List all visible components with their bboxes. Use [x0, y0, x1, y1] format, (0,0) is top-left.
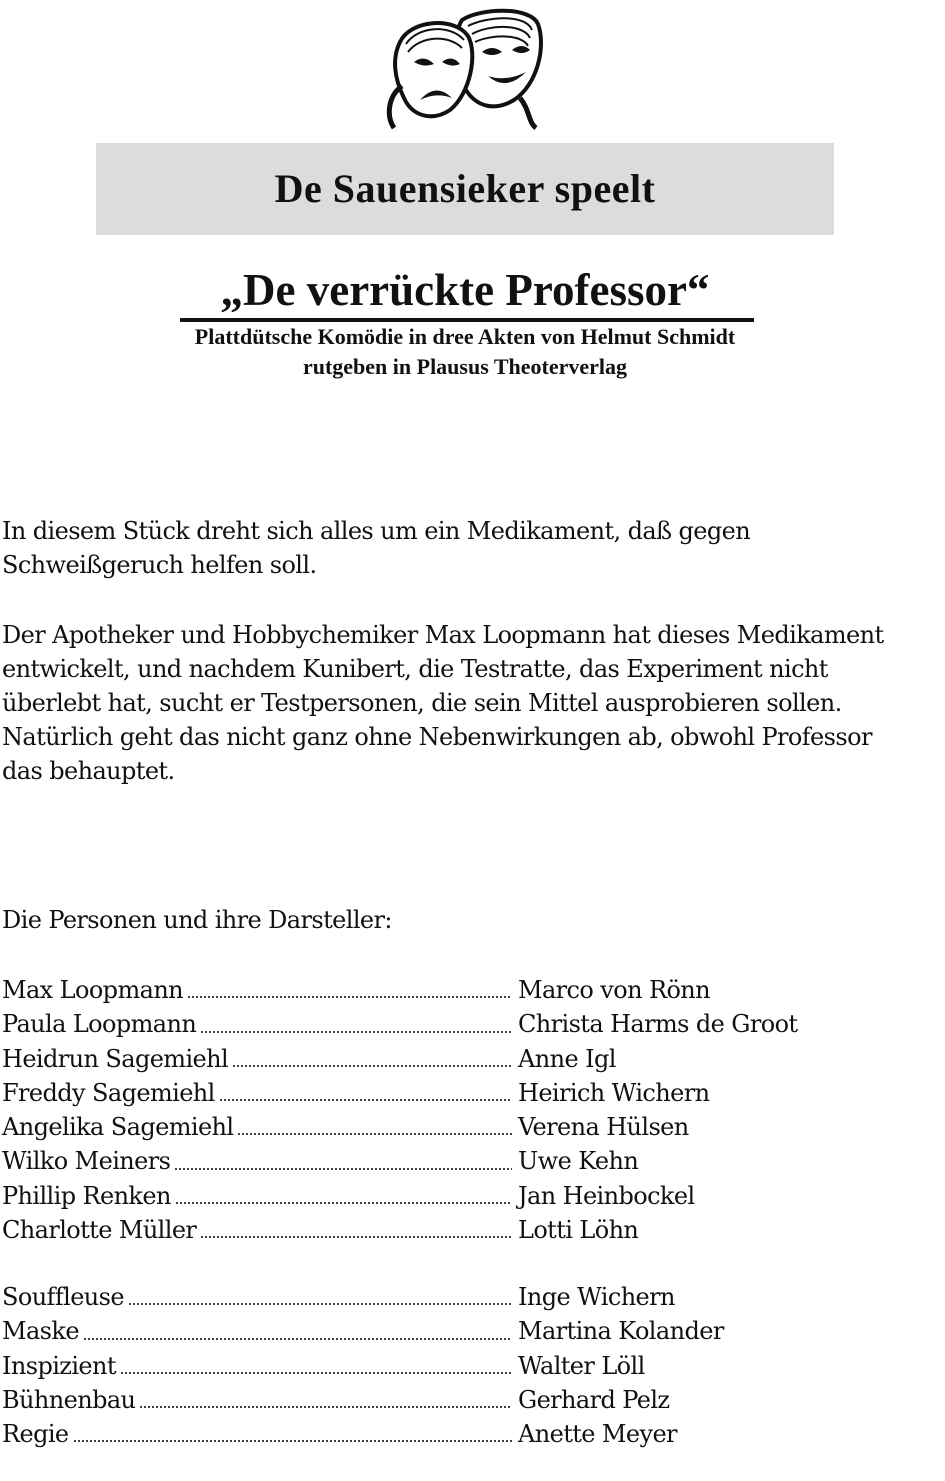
text-line: In diesem Stück dreht sich alles um ein Medikament, daß gegen — [2, 517, 751, 545]
publisher-credit: rutgeben in Plausus Theoterverlag — [302, 354, 628, 379]
synopsis-paragraph-1 — [2, 514, 942, 582]
actor-name: Lotti Löhn — [518, 1216, 639, 1245]
text-line: Schweißgeruch helfen soll. — [2, 551, 317, 579]
dot-leader — [128, 1303, 512, 1305]
text-line: überlebt hat, sucht er Testpersonen, die sein Mittel ausprobieren sollen. — [2, 689, 842, 717]
role-name: Paula Loopmann — [2, 1010, 197, 1039]
list-item — [2, 1144, 902, 1178]
list-item — [2, 1076, 902, 1110]
cast-heading: Die Personen und ihre Darsteller: — [2, 906, 392, 934]
list-item — [2, 1213, 902, 1247]
dot-leader — [73, 1440, 512, 1442]
dot-leader — [120, 1372, 512, 1374]
cast-list — [2, 973, 902, 1247]
text-line: das behauptet. — [2, 757, 175, 785]
role-name: Heidrun Sagemiehl — [2, 1044, 229, 1073]
dot-leader — [232, 1065, 512, 1067]
list-item — [2, 1042, 902, 1076]
list-item — [2, 1007, 902, 1041]
author-credit: Plattdütsche Komödie in dree Akten von Helmut Schmidt — [194, 324, 736, 349]
dot-leader — [200, 1236, 512, 1238]
play-title: „De verrückte Professor“ — [220, 265, 710, 315]
text-line: Natürlich geht das nicht ganz ohne Nebenwirkungen ab, obwohl Professor — [2, 723, 872, 751]
dot-leader — [174, 1168, 512, 1170]
role-name: Phillip Renken — [2, 1181, 171, 1210]
dot-leader — [187, 996, 512, 998]
actor-name: Uwe Kehn — [518, 1147, 639, 1176]
list-item — [2, 1280, 902, 1314]
actor-name: Inge Wichern — [518, 1283, 675, 1311]
theater-masks-icon — [380, 6, 548, 130]
text-line: entwickelt, und nachdem Kunibert, die Testratte, das Experiment nicht — [2, 655, 828, 683]
role-name: Wilko Meiners — [2, 1147, 171, 1176]
dot-leader — [200, 1031, 512, 1033]
list-item — [2, 973, 902, 1007]
role-name: Maske — [2, 1317, 79, 1346]
actor-name: Gerhard Pelz — [518, 1385, 670, 1414]
list-item — [2, 1314, 902, 1348]
list-item — [2, 1179, 902, 1213]
page-title: De Sauensieker speelt — [274, 166, 656, 211]
role-name: Bühnenbau — [2, 1385, 136, 1414]
role-name: Inspizient — [2, 1351, 116, 1380]
role-name: Souffleuse — [2, 1283, 124, 1311]
actor-name: Verena Hülsen — [518, 1113, 689, 1142]
dot-leader — [237, 1133, 512, 1135]
text-line: Der Apotheker und Hobbychemiker Max Loopmann hat dieses Medikament — [2, 621, 884, 649]
actor-name: Marco von Rönn — [518, 976, 711, 1004]
actor-name: Heirich Wichern — [518, 1078, 710, 1107]
actor-name: Martina Kolander — [518, 1317, 724, 1346]
list-item — [2, 1417, 902, 1451]
actor-name: Walter Löll — [518, 1351, 645, 1380]
list-item — [2, 1349, 902, 1383]
crew-list — [2, 1280, 902, 1451]
dot-leader — [219, 1099, 512, 1101]
actor-name: Christa Harms de Groot — [518, 1010, 798, 1039]
role-name: Max Loopmann — [2, 976, 184, 1004]
dot-leader — [175, 1202, 512, 1204]
synopsis-paragraph-2 — [2, 618, 942, 788]
actor-name: Anne Igl — [518, 1044, 616, 1073]
dot-leader — [83, 1338, 512, 1340]
actor-name: Jan Heinbockel — [518, 1181, 695, 1210]
dot-leader — [139, 1406, 512, 1408]
list-item — [2, 1110, 902, 1144]
actor-name: Anette Meyer — [518, 1420, 677, 1449]
role-name: Angelika Sagemiehl — [2, 1113, 234, 1142]
role-name: Regie — [2, 1420, 69, 1449]
role-name: Charlotte Müller — [2, 1216, 197, 1245]
list-item — [2, 1383, 902, 1417]
role-name: Freddy Sagemiehl — [2, 1078, 215, 1107]
